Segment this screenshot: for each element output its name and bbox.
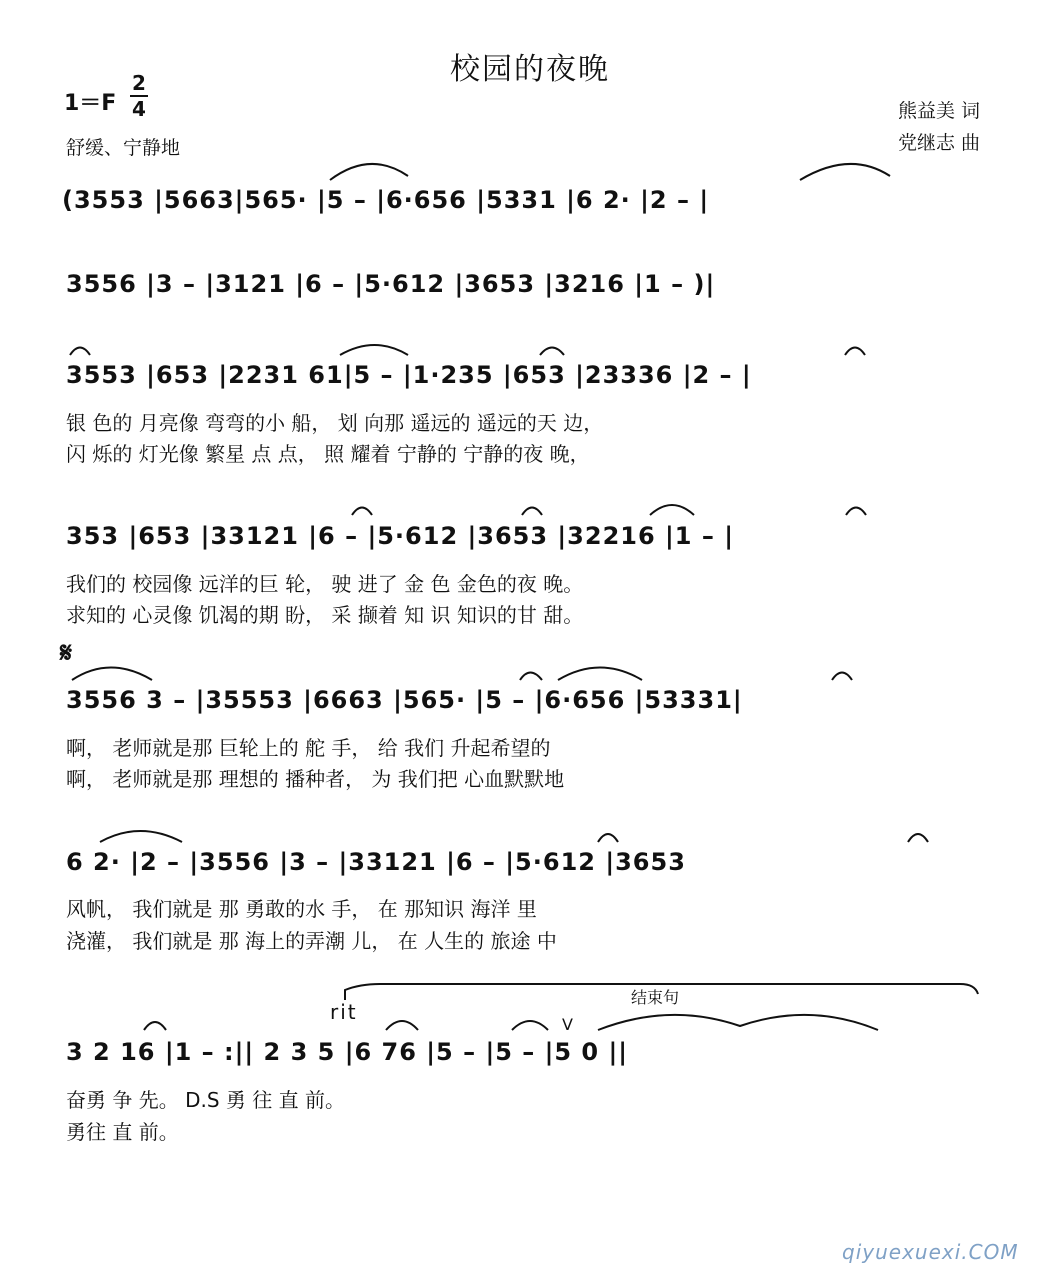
lyric-line-7-verse-1: 奋勇 争 先。 D.S 勇 往 直 前。 <box>66 1088 345 1112</box>
notation-line-1: (3553 |5663|565· |5 – |6·656 |5331 |6 2· |2 – | <box>62 186 710 214</box>
lyric-line-3-verse-2: 闪 烁的 灯光像 繁星 点 点， 照 耀着 宁静的 宁静的夜 晚， <box>66 442 590 466</box>
time-signature-bottom: 4 <box>132 97 146 121</box>
ending-bracket <box>345 984 978 1000</box>
lyric-line-3-verse-1: 银 色的 月亮像 弯弯的小 船， 划 向那 遥远的 遥远的天 边， <box>66 411 604 435</box>
tempo-marking: 舒缓、宁静地 <box>66 137 181 159</box>
notation-line-5: 3556 3 – |35553 |6663 |565· |5 – |6·656 |53331| <box>66 686 743 714</box>
segno-sign: 𝄋 <box>60 636 73 669</box>
lyric-line-5-verse-1: 啊， 老师就是那 巨轮上的 舵 手， 给 我们 升起希望的 <box>66 736 551 760</box>
notation-line-7: 3 2 16 |1 – :|| 2 3 5 |6 76 |5 – |5 – |5 0 || <box>66 1038 629 1066</box>
watermark: qiyuexuexi.COM <box>842 1240 1019 1264</box>
slur <box>558 668 642 681</box>
slur <box>650 505 694 515</box>
slur <box>908 834 928 842</box>
breath-mark: V <box>562 1015 573 1034</box>
rit-marking: rit <box>330 1000 358 1024</box>
slur <box>598 834 618 842</box>
notation-line-4: 353 |653 |33121 |6 – |5·612 |3653 |32216 |1 – | <box>66 522 734 550</box>
slur <box>100 831 182 842</box>
slur <box>832 673 852 681</box>
slur <box>520 673 542 681</box>
notation-line-3: 3553 |653 |2231 61|5 – |1·235 |653 |23336 |2 – | <box>66 361 752 389</box>
slur <box>540 348 564 356</box>
slur <box>340 345 408 355</box>
lyric-line-4-verse-2: 求知的 心灵像 饥渴的期 盼， 采 撷着 知 识 知识的甘 甜。 <box>66 603 584 627</box>
ending-label: 结束句 <box>631 988 680 1007</box>
slur <box>845 348 865 356</box>
slur <box>846 508 866 516</box>
key-signature: 1＝F <box>64 91 117 116</box>
lyric-line-4-verse-1: 我们的 校园像 远洋的巨 轮， 驶 进了 金 色 金色的夜 晚。 <box>66 572 584 596</box>
slur <box>598 1015 878 1030</box>
song-title: 校园的夜晚 <box>450 52 610 87</box>
lyric-line-7-verse-2: 勇往 直 前。 <box>66 1120 179 1144</box>
lyric-line-6-verse-2: 浇灌， 我们就是 那 海上的弄潮 儿， 在 人生的 旅途 中 <box>66 929 557 953</box>
lyric-line-6-verse-1: 风帆， 我们就是 那 勇敢的水 手， 在 那知识 海洋 里 <box>66 897 537 921</box>
lyricist-credit: 熊益美 词 <box>898 100 981 122</box>
composer-credit: 党继志 曲 <box>898 132 981 154</box>
slur <box>522 508 542 516</box>
notation-line-2: 3556 |3 – |3121 |6 – |5·612 |3653 |3216 |1 – )| <box>66 270 716 298</box>
slur <box>330 164 408 180</box>
slur <box>352 508 372 516</box>
slur <box>800 164 890 180</box>
slur <box>70 348 90 356</box>
slur <box>72 668 152 681</box>
notation-line-6: 6 2· |2 – |3556 |3 – |33121 |6 – |5·612 |3653 <box>66 848 686 876</box>
slur <box>512 1021 548 1030</box>
slur <box>386 1021 418 1030</box>
slur <box>144 1022 166 1030</box>
lyric-line-5-verse-2: 啊， 老师就是那 理想的 播种者， 为 我们把 心血默默地 <box>66 767 565 791</box>
time-signature-top: 2 <box>132 71 146 95</box>
